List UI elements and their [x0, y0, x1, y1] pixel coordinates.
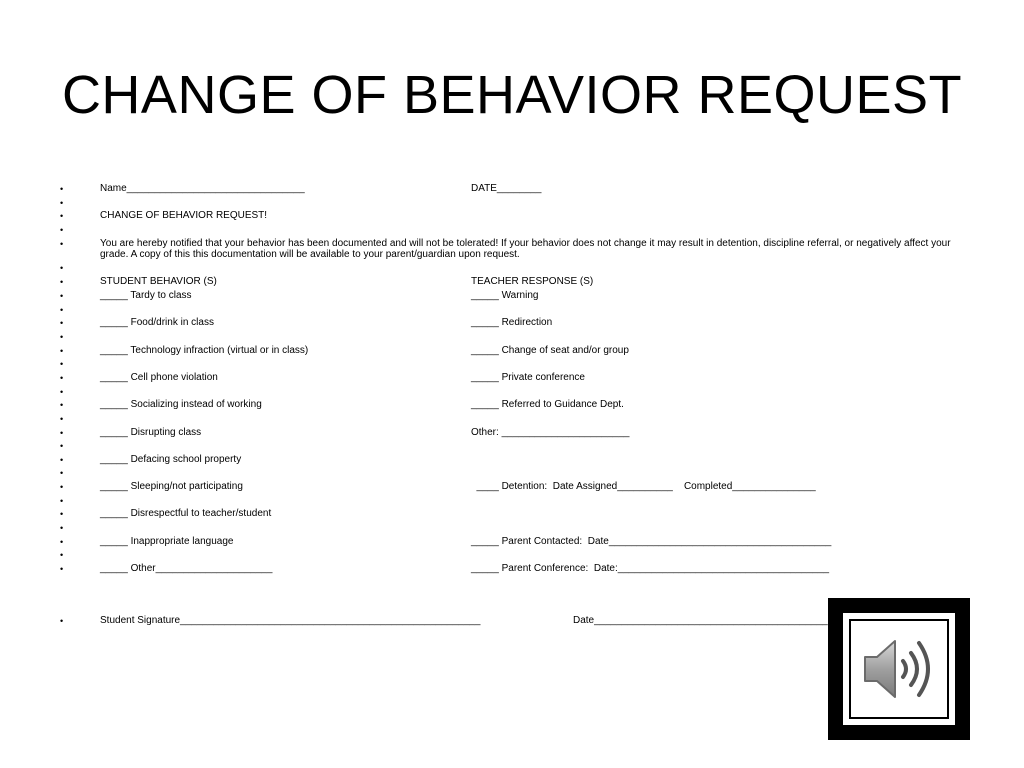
behavior-item: _____ Cell phone violation: [100, 372, 218, 383]
page-title: CHANGE OF BEHAVIOR REQUEST: [61, 65, 963, 125]
bullet: •: [60, 523, 64, 533]
response-item: Other: _______________________: [471, 427, 630, 438]
behavior-item: _____ Other_____________________: [100, 563, 273, 574]
bullet: •: [60, 184, 64, 194]
behavior-item: _____ Tardy to class: [100, 290, 192, 301]
notice-text: You are hereby notified that your behavior has been documented and will not be tolerated! If your behavior does not change it may result in detention, discipline referral, or negatively affect your grade. A copy of this this documentation will be available to your parent/guardian upon request.: [100, 238, 951, 260]
date-field: DATE________: [471, 183, 542, 194]
bullet: •: [60, 482, 64, 492]
bullet: •: [60, 239, 64, 249]
response-item: _____ Parent Contacted: Date________________________________________: [471, 536, 832, 547]
response-item: _____ Change of seat and/or group: [471, 345, 629, 356]
audio-button-border: [849, 619, 949, 719]
response-item: _____ Warning: [471, 290, 539, 301]
teacher-response-header: TEACHER RESPONSE (S): [471, 276, 594, 287]
bullet: •: [60, 550, 64, 560]
signature-date-field: Date__________________________________________: [573, 615, 828, 626]
bullet: •: [60, 564, 64, 574]
bullet: •: [60, 346, 64, 356]
behavior-item: _____ Disrupting class: [100, 427, 202, 438]
audio-button[interactable]: [828, 598, 970, 740]
bullet: •: [60, 537, 64, 547]
response-item: _____ Redirection: [471, 317, 553, 328]
bullet: •: [60, 496, 64, 506]
bullet: •: [60, 400, 64, 410]
behavior-item: _____ Food/drink in class: [100, 317, 214, 328]
response-item: _____ Parent Conference: Date:______________________________________: [471, 563, 830, 574]
student-behavior-header: STUDENT BEHAVIOR (S): [100, 276, 217, 287]
bullet: •: [60, 277, 64, 287]
response-item: ____ Detention: Date Assigned__________ Completed_______________: [471, 481, 816, 492]
bullet: •: [60, 414, 64, 424]
bullet: •: [60, 318, 64, 328]
bullet: •: [60, 441, 64, 451]
bullet: •: [60, 373, 64, 383]
behavior-item: _____ Technology infraction (virtual or in class): [100, 345, 309, 356]
name-field: Name________________________________: [100, 183, 305, 194]
audio-button-inner: [843, 613, 955, 725]
response-item: _____ Referred to Guidance Dept.: [471, 399, 624, 410]
bullet: •: [60, 455, 64, 465]
bullet: •: [60, 263, 64, 273]
behavior-item: _____ Socializing instead of working: [100, 399, 262, 410]
behavior-item: _____ Inappropriate language: [100, 536, 234, 547]
bullet: •: [60, 225, 64, 235]
bullet: •: [60, 468, 64, 478]
bullet: •: [60, 291, 64, 301]
behavior-item: _____ Disrespectful to teacher/student: [100, 508, 272, 519]
behavior-item: _____ Sleeping/not participating: [100, 481, 243, 492]
response-item: _____ Private conference: [471, 372, 585, 383]
bullet: •: [60, 359, 64, 369]
form-heading: CHANGE OF BEHAVIOR REQUEST!: [100, 210, 268, 221]
student-signature-field: Student Signature______________________________________________________: [100, 615, 481, 626]
bullet: •: [60, 305, 64, 315]
bullet: •: [60, 616, 64, 626]
bullet: •: [60, 198, 64, 208]
bullet: •: [60, 509, 64, 519]
bullet: •: [60, 211, 64, 221]
bullet: •: [60, 387, 64, 397]
bullet: •: [60, 428, 64, 438]
bullet: •: [60, 332, 64, 342]
behavior-item: _____ Defacing school property: [100, 454, 242, 465]
speaker-icon: [851, 621, 947, 717]
